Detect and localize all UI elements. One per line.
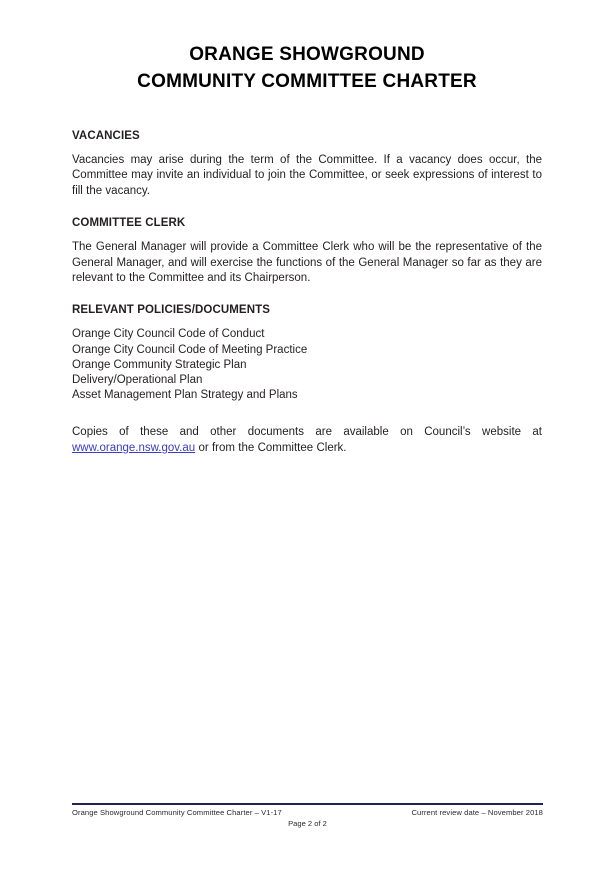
section-body-committee-clerk: The General Manager will provide a Committee Clerk who will be the representative of the General Manager, and will exercise the functions of the General Manager so far as they are relevant to the Committee and its Chairperson. [72,241,542,285]
section-relevant-policies [72,304,542,403]
footer-divider [72,803,543,805]
page-title [0,41,614,95]
title-line-2: COMMUNITY COMMITTEE CHARTER [137,71,477,92]
council-website-link[interactable]: www.orange.nsw.gov.au [72,441,196,454]
spacer [72,403,542,425]
footer-page-number: Page 2 of 2 [288,819,327,828]
spacer [72,142,542,153]
footer-document-reference: Orange Showground Community Committee Charter – V1-17 [72,808,282,817]
list-item: Orange City Council Code of Meeting Practice [72,343,308,356]
closing-text-after-link: or from the Committee Clerk. [195,441,347,454]
list-item: Orange Community Strategic Plan [72,358,247,371]
closing-paragraph [72,425,542,456]
footer-review-date: Current review date – November 2018 [411,808,543,817]
spacer [72,286,542,304]
list-item: Asset Management Plan Strategy and Plans [72,389,298,402]
list-item: Orange City Council Code of Conduct [72,328,265,341]
page-footer [72,803,543,828]
section-heading-vacancies: VACANCIES [72,130,140,142]
spacer [72,316,542,327]
spacer [72,229,542,240]
section-committee-clerk [72,217,542,286]
title-line-1: ORANGE SHOWGROUND [189,44,425,65]
section-heading-committee-clerk: COMMITTEE CLERK [72,217,186,230]
section-heading-relevant-policies: RELEVANT POLICIES/DOCUMENTS [72,304,270,317]
spacer [72,199,542,217]
section-body-vacancies: Vacancies may arise during the term of the Committee. If a vacancy does occur, the Committee may invite an individual to join the Committee, or seek expressions of interest to fill the vacancy. [72,154,542,197]
policies-document-list [72,327,542,403]
footer-row [72,808,543,817]
section-vacancies [72,130,542,199]
list-item: Delivery/Operational Plan [72,374,203,387]
closing-text-before-link: Copies of these and other documents are available on Council’s website at [72,426,542,439]
document-body [72,130,542,456]
